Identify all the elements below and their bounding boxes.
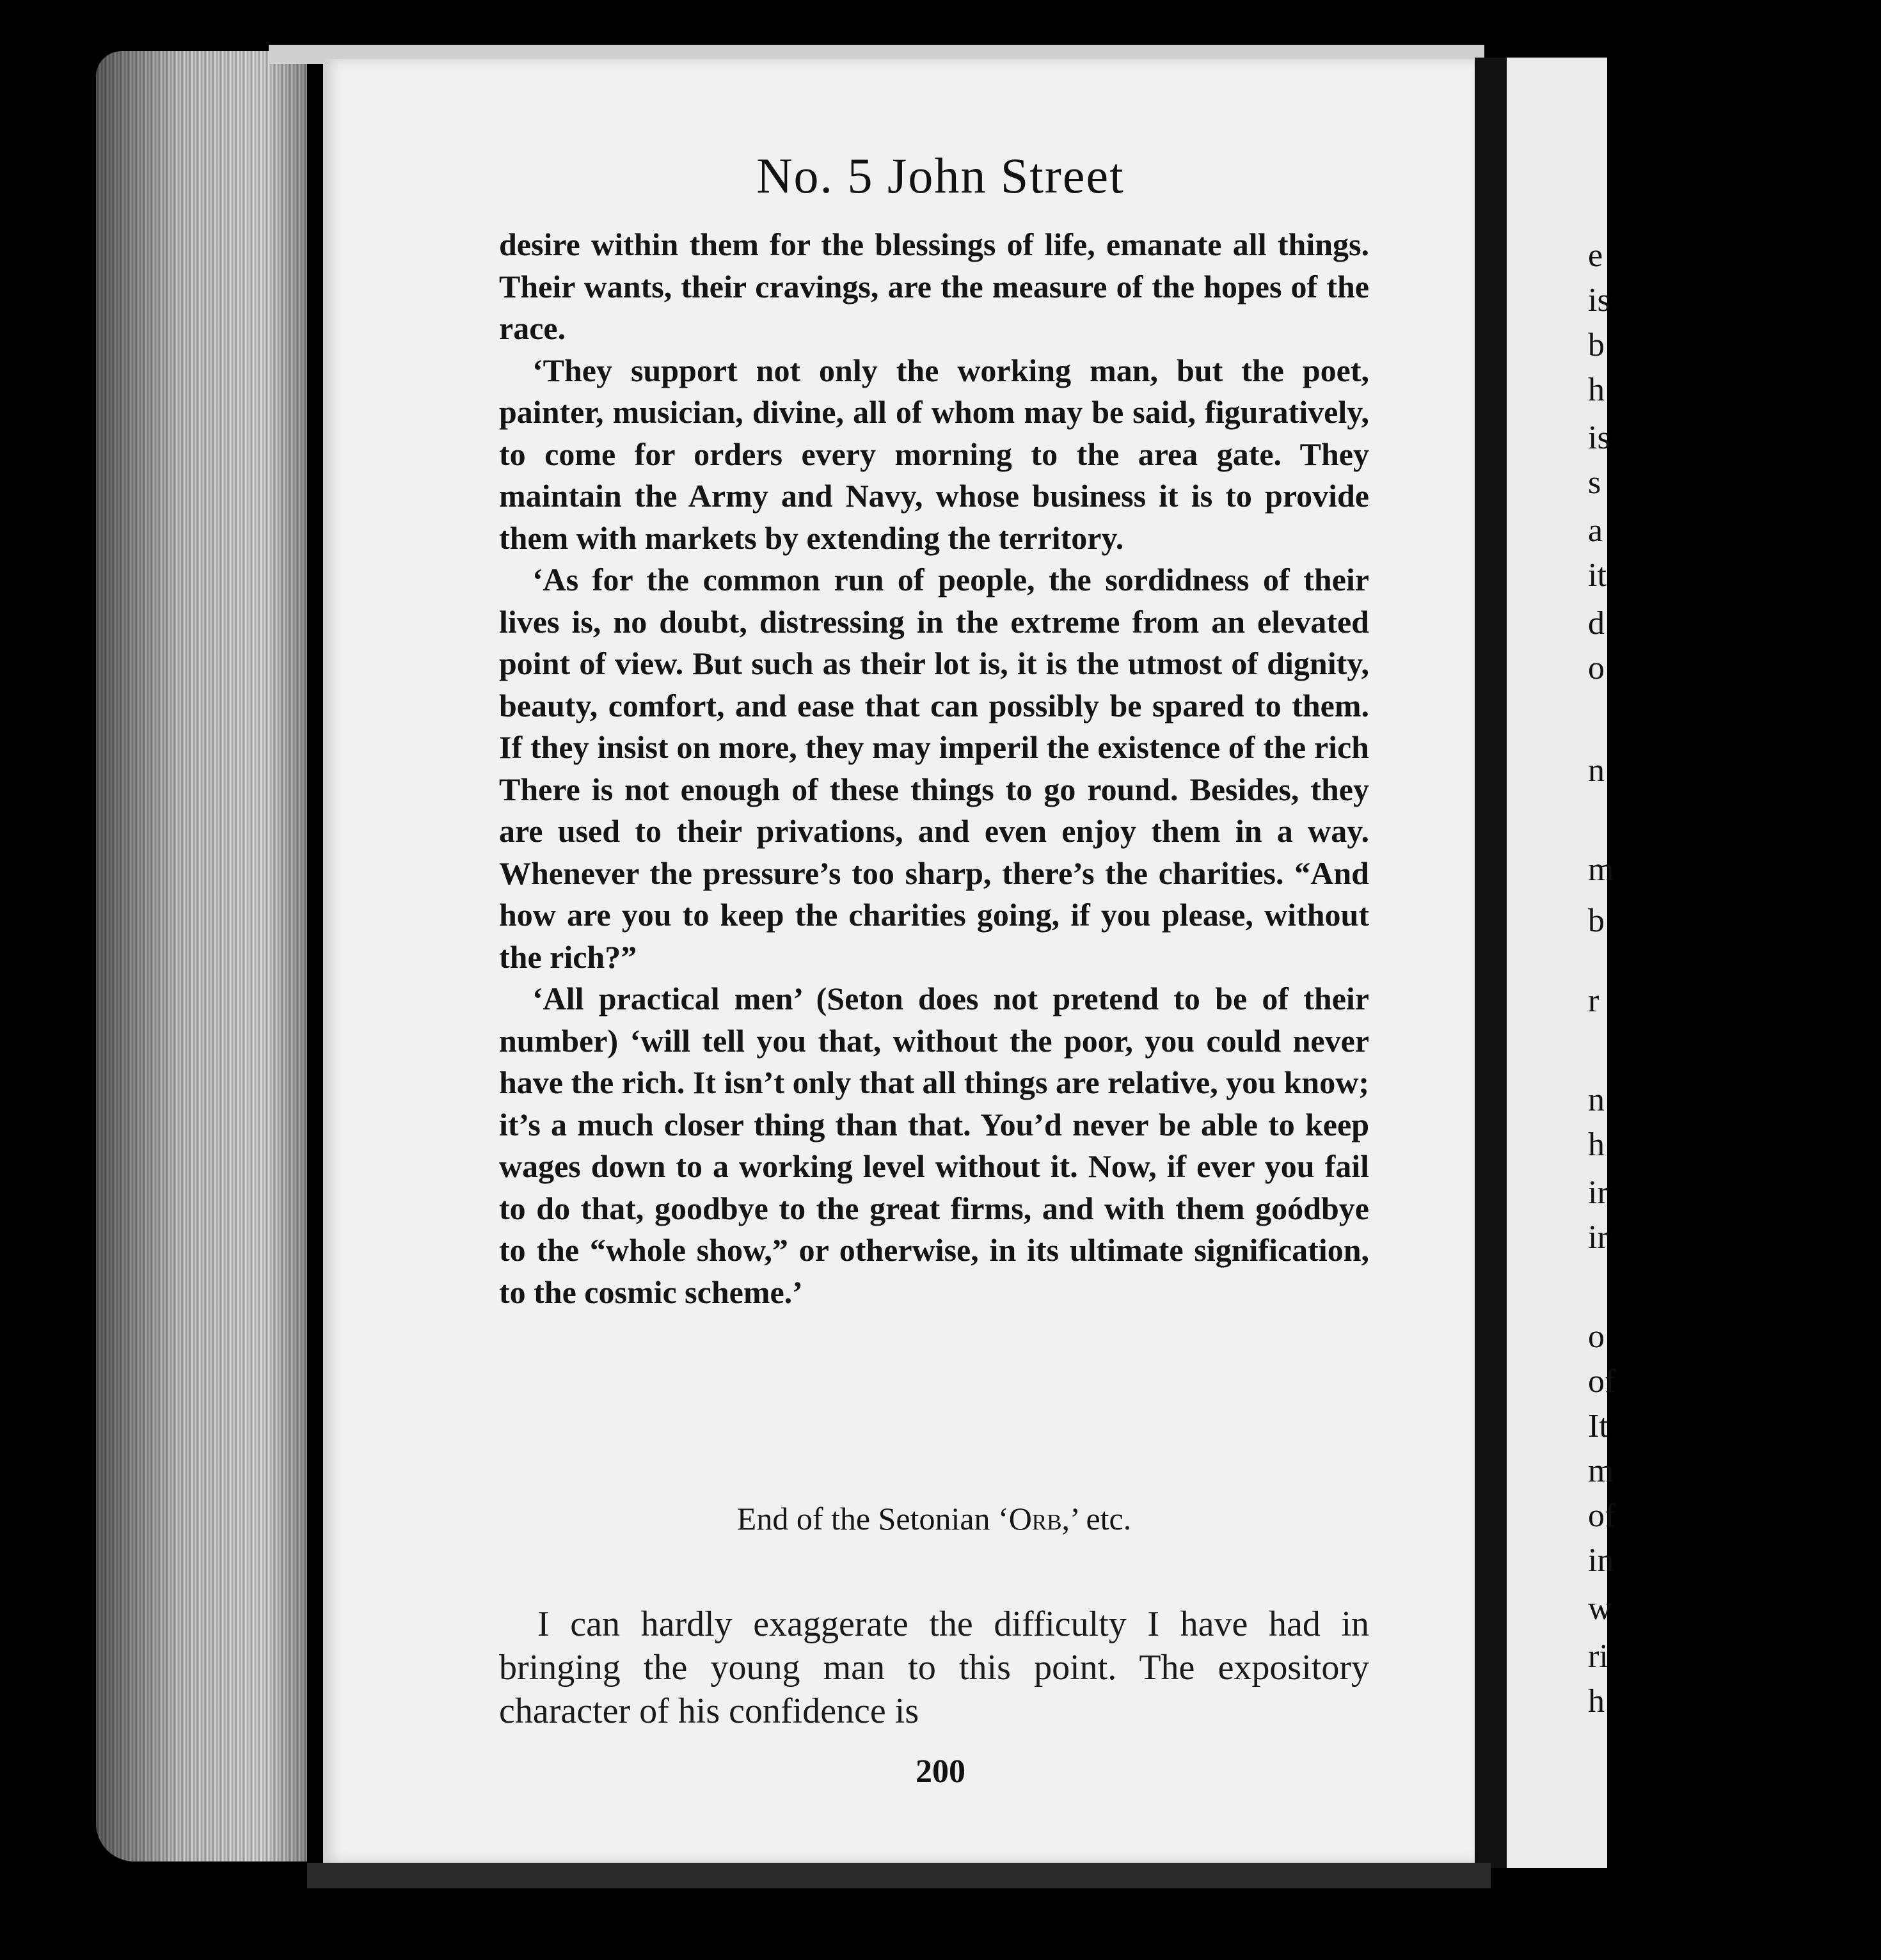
right-page-letter: d [1588,605,1605,642]
page-number: 200 [916,1753,965,1790]
right-page-letter: b [1588,903,1605,939]
book-page-edges-shade [96,51,307,1861]
right-page-letter: it [1588,557,1607,594]
paragraph: ‘All practical men’ (Seton does not pretend to be of their number) ‘will tell you that, without the poor, you could never have the rich. It isn’t only that all things are relative, you know; it’s a much closer thing than that. You’d never be able to keep wages down to a working level without it. Now, if ever you fail to do that, goodbye to the great firms, and with them goódbye to the “whole show,” or otherwise, in its ultimate signification, to the cosmic scheme.’ [499,981,1369,1310]
narrative-paragraph: I can hardly exaggerate the difficulty I have had in bringing the young man to this point. The expository character of his confidence is [499,1604,1369,1731]
right-page-letter: is [1588,282,1610,319]
right-page-letter: n [1588,752,1605,789]
right-page-letter: of [1588,1363,1616,1400]
right-page-letter: in [1588,1542,1614,1579]
paragraph: ‘As for the common run of people, the sordidness of their lives is, no doubt, distressing in the extreme from an elevated point of view. But such as their lot is, it is the utmost of dignity, beauty, comfort, and ease that can possibly be spared to them. If they insist on more, they may imperil the existence of the rich There is not enough of these things to go round. Besides, they are used to their privations, and even enjoy them in a way. Whenever the pressure’s too sharp, there’s the charities. “And how are you to keep the charities going, if you please, without the rich?” [499,562,1369,975]
running-header: No. 5 John Street [756,148,1125,203]
paragraph: desire within them for the blessings of life, emanate all things. Their wants, their cravings, are the measure of the hopes of the race. [499,226,1369,346]
right-page-letter: n [1588,1082,1605,1118]
right-page-letter: ir [1588,1219,1608,1256]
paragraph: ‘They support not only the working man, but the poet, painter, musician, divine, all of whom may be said, figuratively, to come for orders every morning to the area gate. They maintain the Army and Navy, whose business it is to provide them with markets by extending the territory. [499,352,1369,556]
right-page-letter: m [1588,851,1614,888]
end-note-orb: Orb [1008,1501,1062,1537]
right-page-letter: h [1588,1126,1605,1163]
book-gutter [1475,58,1507,1868]
right-page-letter: s [1588,464,1601,501]
right-page-letter: r [1588,983,1599,1019]
right-page-letter: of [1588,1498,1616,1534]
right-page-letter: is [1588,420,1610,456]
right-page-letter: m [1588,1453,1614,1489]
right-page-letter: h [1588,372,1605,408]
right-page-letter: ri [1588,1638,1608,1675]
book-bottom-edge [307,1863,1491,1888]
right-page-letter: w [1588,1590,1612,1627]
end-note-suffix: ,’ etc. [1061,1501,1132,1537]
right-page-letter: o [1588,650,1605,686]
right-page-letter: e [1588,237,1603,274]
right-page-letter: a [1588,512,1603,549]
section-end-note [499,1500,1369,1537]
right-page-letter: b [1588,327,1605,363]
right-page-letter: o [1588,1318,1605,1355]
right-page-letter: h [1588,1683,1605,1719]
right-page-letter: ir [1588,1174,1608,1211]
right-page-letter: It [1588,1408,1608,1444]
body-text [499,224,1369,1313]
end-note-prefix: End of the Setonian ‘ [736,1501,1009,1537]
